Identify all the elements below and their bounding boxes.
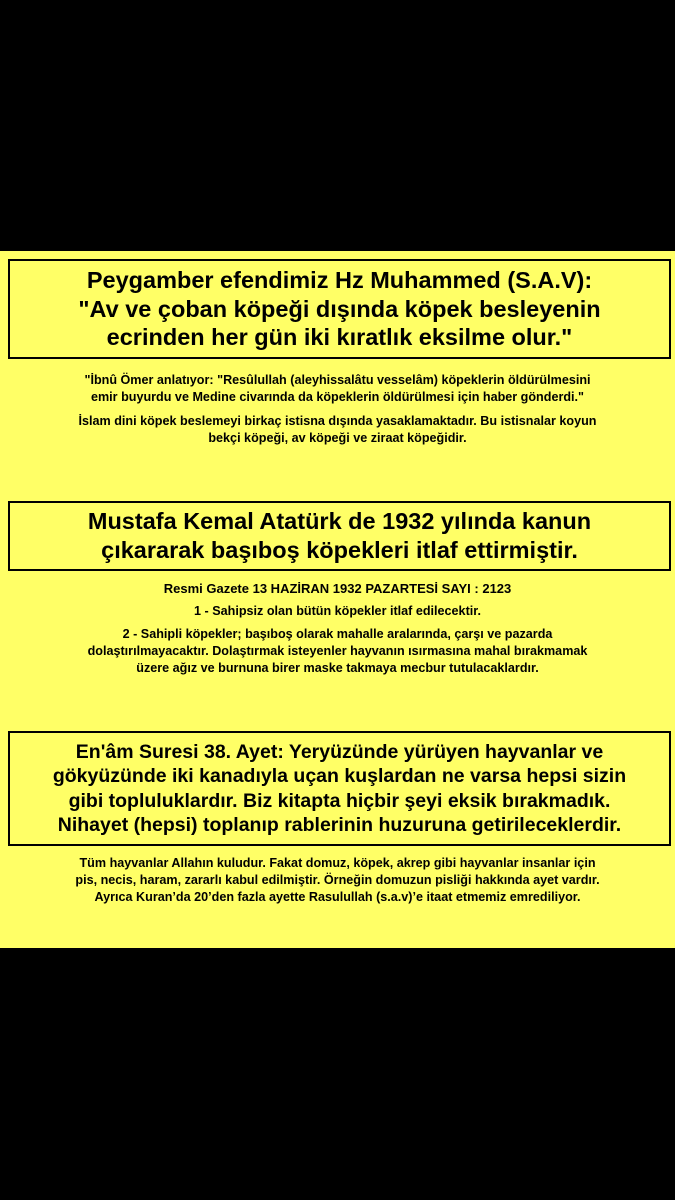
ibn-omar-paragraph (0, 372, 675, 406)
law-item-line: 2 - Sahipli köpekler; başıboş olarak mahalle aralarında, çarşı ve pazarda (122, 627, 553, 641)
law-item-text: 1 - Sahipsiz olan bütün köpekler itlaf edilecektir. (194, 604, 481, 618)
law-item-line: dolaştırılmayacaktır. Dolaştırmak isteyenler hayvanın ısırmasına mahal bırakmamak (87, 644, 588, 658)
ataturk-headline-line: çıkararak başıboş köpekleri itlaf ettirmiştir. (101, 537, 578, 563)
paragraph-line: "İbnû Ömer anlatıyor: "Resûlullah (aleyhissalâtu vesselâm) köpeklerin öldürülmesini (84, 373, 591, 387)
paragraph-line: Tüm hayvanlar Allahın kuludur. Fakat domuz, köpek, akrep gibi hayvanlar insanlar için (79, 856, 596, 870)
paragraph-line: İslam dini köpek beslemeyi birkaç istisna dışında yasaklamaktadır. Bu istisnalar koyun (78, 414, 597, 428)
law-item-line: üzere ağız ve burnuna birer maske takmaya mecbur tutulacaklardır. (136, 661, 539, 675)
gazette-reference (0, 580, 675, 597)
hadith-headline-line: "Av ve çoban köpeği dışında köpek besleyenin (78, 295, 601, 322)
closing-paragraph (0, 855, 675, 906)
gazette-text: Resmi Gazete 13 HAZİRAN 1932 PAZARTESİ SAYI : 2123 (163, 581, 512, 596)
ataturk-headline-box (8, 501, 671, 571)
paragraph-line: bekçi köpeği, av köpeği ve ziraat köpeğidir. (208, 431, 467, 445)
enam-verse-box (8, 731, 671, 846)
hadith-headline-line: Peygamber efendimiz Hz Muhammed (S.A.V): (86, 267, 593, 294)
law-item-2 (0, 626, 675, 677)
paragraph-line: emir buyurdu ve Medine civarında da köpeklerin öldürülmesi için haber gönderdi." (90, 390, 585, 404)
paragraph-line: Ayrıca Kuran’da 20’den fazla ayette Rasulullah (s.a.v)’e itaat etmemiz emrediliyor. (94, 890, 581, 904)
law-item-1 (0, 603, 675, 620)
poster-image (0, 251, 675, 948)
verse-line: gökyüzünde iki kanadıyla uçan kuşlardan ne varsa hepsi sizin (52, 765, 627, 788)
verse-line: Nihayet (hepsi) toplanıp rablerinin huzuruna getirileceklerdir. (57, 813, 622, 836)
verse-line: gibi topluluklardır. Biz kitapta hiçbir şeyi eksik bırakmadık. (68, 789, 611, 812)
islam-exceptions-paragraph (0, 413, 675, 447)
hadith-headline-line: ecrinden her gün iki kıratlık eksilme olur." (106, 324, 573, 351)
ataturk-headline-line: Mustafa Kemal Atatürk de 1932 yılında kanun (87, 508, 592, 535)
hadith-headline-box (8, 259, 671, 359)
verse-line: En'âm Suresi 38. Ayet: Yeryüzünde yürüyen hayvanlar ve (75, 740, 604, 763)
paragraph-line: pis, necis, haram, zararlı kabul edilmiştir. Örneğin domuzun pisliği hakkında ayet vardır. (75, 873, 600, 887)
